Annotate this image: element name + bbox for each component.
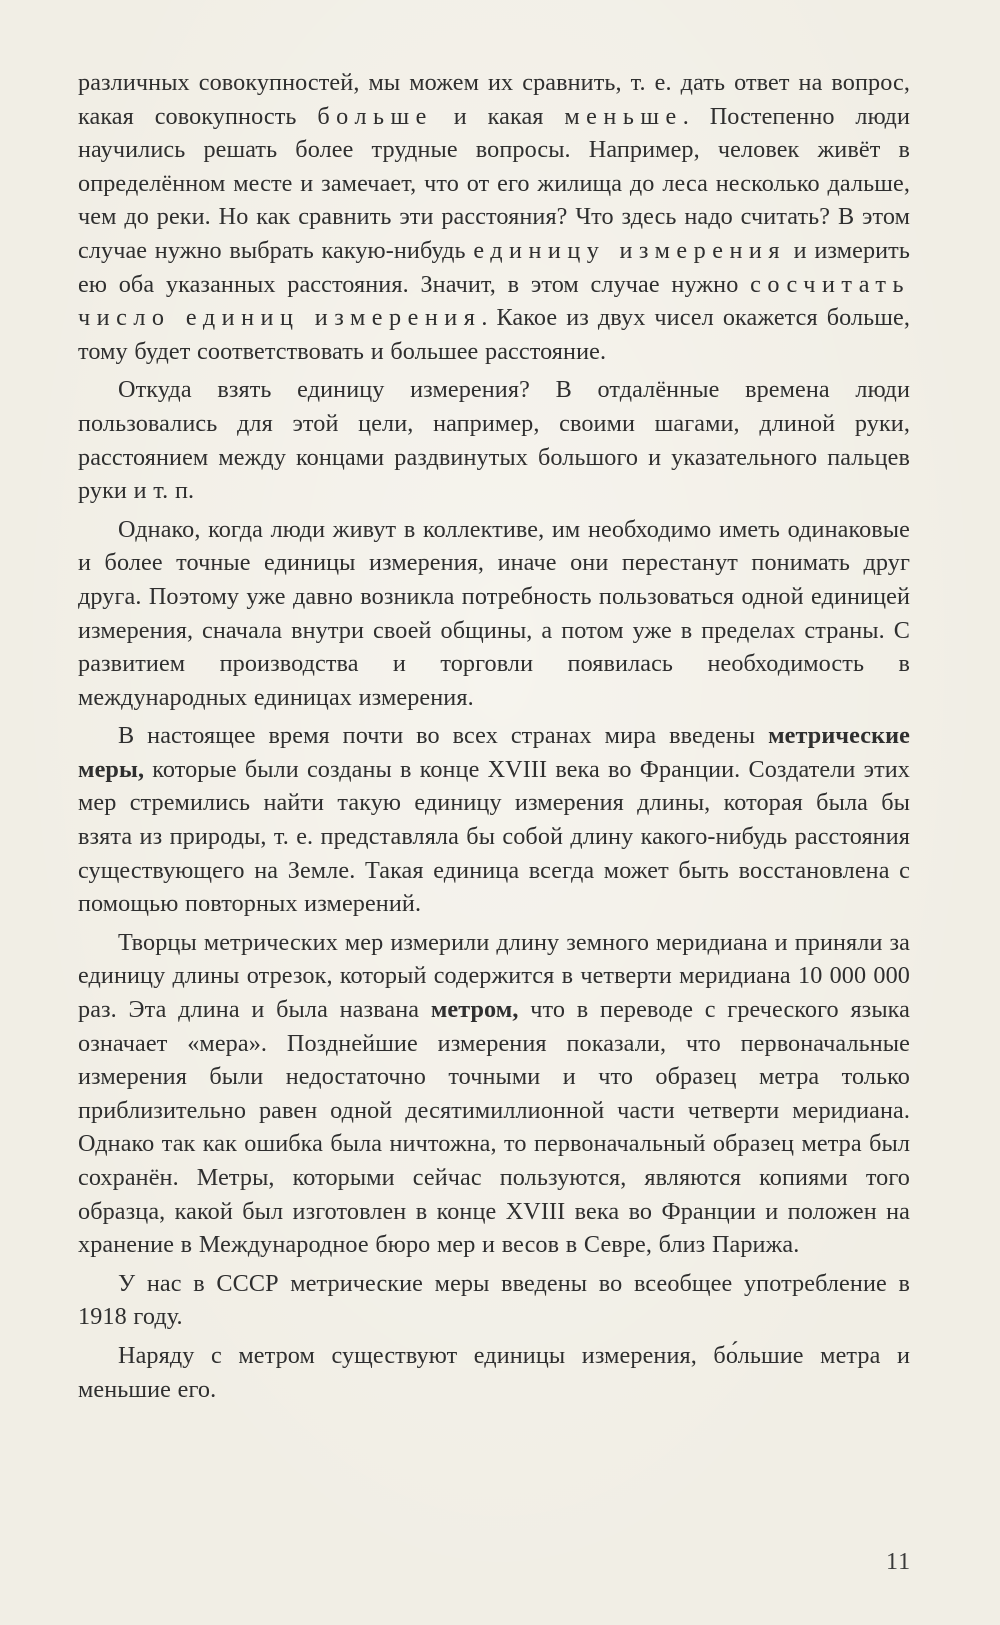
- text-run: . Постепенно люди научились решать более трудные вопросы. Например, человек живёт в определённом месте и замечает, что от его жилища до леса несколько дальше, чем до реки. Но как сравнить эти расстояния? Что здесь надо считать? В этом случае нужно выбрать какую-нибудь: [78, 102, 910, 264]
- text-run: . Какое из двух чисел окажется больше, тому будет соответствовать и большее расстояние.: [78, 304, 910, 365]
- paragraph-4: [78, 719, 910, 921]
- paragraph-1: [78, 66, 910, 368]
- text-run: У нас в СССР метрические меры введены во всеобщее употребление в 1918 году.: [78, 1269, 910, 1331]
- paragraph-3: [78, 513, 910, 715]
- spaced-emphasis: сосчитать число единиц измерения: [78, 270, 910, 332]
- paragraph-7: [78, 1339, 910, 1406]
- text-run: которые были созданы в конце XVIII века во Франции. Создатели этих мер стремились найти такую единицу измерения длины, которая была бы взята из природы, т. е. представляла бы собой длину какого-нибудь расстояния существующего на Земле. Такая единица всегда может быть восстановлена с помощью повторных измерений.: [78, 755, 910, 918]
- text-run: В настоящее время почти во всех странах мира введены: [118, 722, 769, 750]
- text-run: Наряду с метром существуют единицы измерения, бо́льшие метра и меньшие его.: [78, 1341, 910, 1403]
- text-run: Однако, когда люди живут в коллективе, им необходимо иметь одинаковые и более точные единицы измерения, иначе они перестанут понимать друг друга. Поэтому уже давно возникла потребность пользоваться одной единицей измерения, сначала внутри своей общины, а потом уже в пределах страны. С развитием производства и торговли появилась необходимость в международных единицах измерения.: [78, 515, 910, 711]
- spaced-emphasis: единицу измерения: [473, 236, 786, 264]
- spaced-emphasis: больше: [317, 102, 433, 130]
- body-text: [78, 66, 910, 1411]
- text-run: Откуда взять единицу измерения? В отдалённые времена люди пользовались для этой цели, например, своими шагами, длиной руки, расстоянием между концами раздвинутых большого и указательного пальцев руки и т. п.: [78, 376, 910, 505]
- paragraph-5: [78, 926, 910, 1262]
- bold-term: метрические меры,: [78, 722, 910, 783]
- text-run: различных совокупностей, мы можем их сравнить, т. е. дать ответ на вопрос, какая совокупность: [78, 69, 910, 130]
- spaced-emphasis: меньше: [564, 102, 683, 130]
- page-number: 11: [886, 1549, 912, 1575]
- paragraph-2: [78, 373, 910, 507]
- text-run: Творцы метрических мер измерили длину земного меридиана и приняли за единицу длины отрезок, который содержится в четверти меридиана 10 000 000 раз. Эта длина и была названа: [78, 928, 910, 1024]
- text-run: и какая: [432, 102, 565, 130]
- text-run: что в переводе с греческого языка означает «мера». Позднейшие измерения показали, что первоначальные измерения были недостаточно точными и что образец метра только приблизительно равен одной десятимиллионной части четверти меридиана. Однако так как ошибка была ничтожна, то первоначальный образец метра был сохранён. Метры, которыми сейчас пользуются, являются копиями того образца, какой был изготовлен в конце XVIII века во Франции и положен на хранение в Международное бюро мер и весов в Севре, близ Парижа.: [78, 996, 910, 1259]
- bold-term: метром,: [430, 996, 519, 1024]
- text-run: и измерить ею оба указанных расстояния. Значит, в этом случае нужно: [78, 236, 910, 298]
- paragraph-6: [78, 1267, 910, 1334]
